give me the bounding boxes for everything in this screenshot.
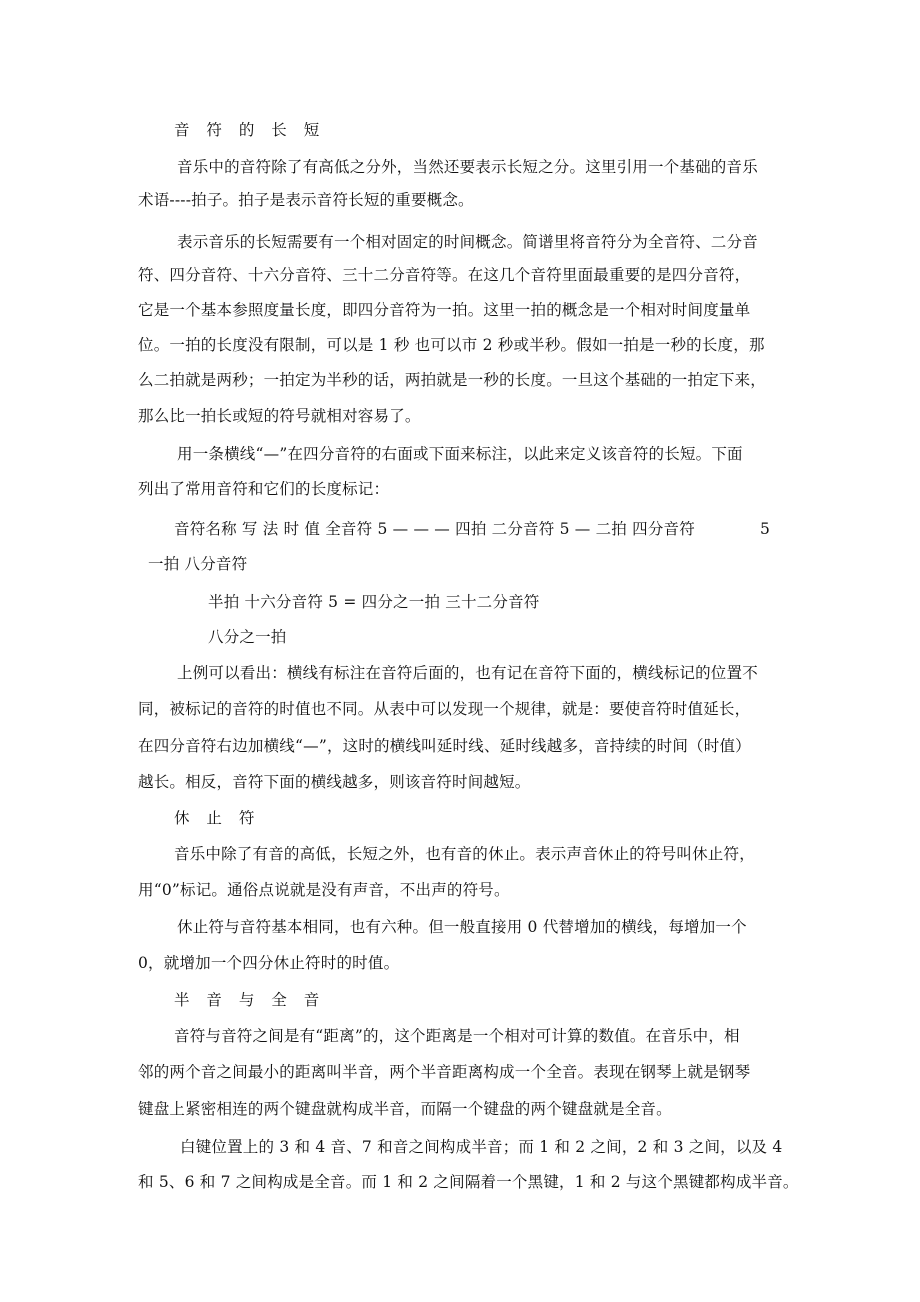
paragraph-line: 上例可以看出：横线有标注在音符后面的，也有记在音符下面的，横线标记的位置不 bbox=[177, 664, 758, 682]
paragraph-line: 音符与音符之间是有“距离”的，这个距离是一个相对可计算的数值。在音乐中，相 bbox=[174, 1027, 740, 1045]
paragraph-line: 它是一个基本参照度量长度，即四分音符为一拍。这里一拍的概念是一个相对时间度量单 bbox=[138, 301, 751, 319]
paragraph-line: 同，被标记的音符的时值也不同。从表中可以发现一个规律，就是：要使音符时值延长， bbox=[138, 700, 751, 718]
paragraph-line: 音乐中的音符除了有高低之分外，当然还要表示长短之分。这里引用一个基础的音乐 bbox=[177, 158, 758, 176]
section-heading-note-length: 音 符 的 长 短 bbox=[174, 121, 326, 139]
paragraph-line: 邻的两个音之间最小的距离叫半音，两个半音距离构成一个全音。表现在钢琴上就是钢琴 bbox=[138, 1063, 751, 1081]
paragraph-line: 用一条横线“—”在四分音符的右面或下面来标注，以此来定义该音符的长短。下面 bbox=[177, 445, 743, 463]
note-table-line: 一拍 八分音符 bbox=[148, 555, 248, 573]
paragraph-line: 表示音乐的长短需要有一个相对固定的时间概念。简谱里将音符分为全音符、二分音 bbox=[177, 233, 758, 251]
section-heading-semitone: 半 音 与 全 音 bbox=[174, 991, 326, 1009]
paragraph-line: 0，就增加一个四分休止符时的时值。 bbox=[138, 954, 400, 972]
paragraph-line: 么二拍就是两秒；一拍定为半秒的话，两拍就是一秒的长度。一旦这个基础的一拍定下来， bbox=[138, 371, 767, 389]
paragraph-line: 那么比一拍长或短的符号就相对容易了。 bbox=[138, 407, 421, 425]
paragraph-line: 用“0”标记。通俗点说就是没有声音，不出声的符号。 bbox=[138, 881, 510, 899]
note-table-value: 5 bbox=[760, 520, 771, 538]
note-table-line: 音符名称 写 法 时 值 全音符 5 — — — 四拍 二分音符 5 — 二拍 四分音符 bbox=[174, 520, 695, 538]
section-heading-rest: 休 止 符 bbox=[174, 809, 261, 827]
paragraph-line: 列出了常用音符和它们的长度标记： bbox=[138, 480, 390, 498]
paragraph-line: 白键位置上的 3 和 4 音、7 和音之间构成半音；而 1 和 2 之间，2 和 3 之间，以及 4 bbox=[180, 1138, 783, 1156]
paragraph-line: 术语----拍子。拍子是表示音符长短的重要概念。 bbox=[138, 191, 474, 209]
paragraph-line: 位。一拍的长度没有限制，可以是 1 秒 也可以市 2 秒或半秒。假如一拍是一秒的长度，那 bbox=[138, 336, 765, 354]
paragraph-line: 键盘上紧密相连的两个键盘就构成半音，而隔一个键盘的两个键盘就是全音。 bbox=[138, 1100, 672, 1118]
paragraph-line: 在四分音符右边加横线“—”，这时的横线叫延时线、延时线越多，音持续的时间（时值） bbox=[138, 737, 751, 755]
note-table-line: 八分之一拍 bbox=[208, 628, 287, 646]
paragraph-line: 和 5、6 和 7 之间构成是全音。而 1 和 2 之间隔着一个黑键，1 和 2 与这个黑键都构成半音。 bbox=[138, 1173, 799, 1191]
paragraph-line: 符、四分音符、十六分音符、三十二分音符等。在这几个音符里面最重要的是四分音符， bbox=[138, 266, 751, 284]
paragraph-line: 越长。相反，音符下面的横线越多，则该音符时间越短。 bbox=[138, 773, 531, 791]
note-table-line: 半拍 十六分音符 5 = 四分之一拍 三十二分音符 bbox=[208, 593, 540, 611]
paragraph-line: 休止符与音符基本相同，也有六种。但一般直接用 0 代替增加的横线，每增加一个 bbox=[177, 918, 747, 936]
paragraph-line: 音乐中除了有音的高低，长短之外，也有音的休止。表示声音休止的符号叫休止符， bbox=[174, 845, 755, 863]
